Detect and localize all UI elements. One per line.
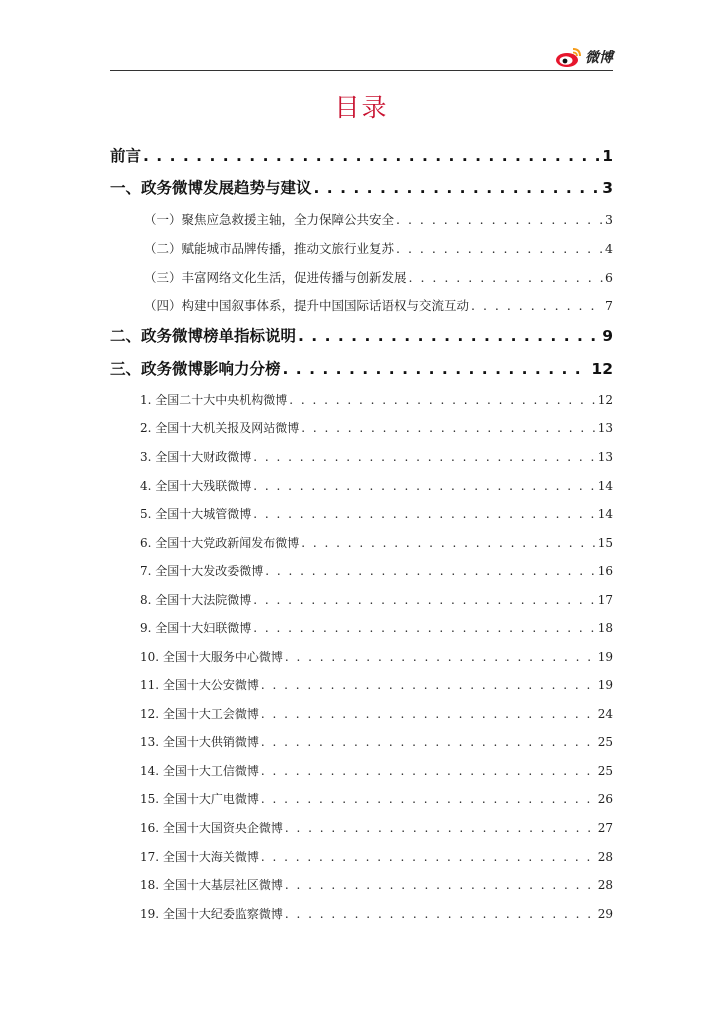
toc-entry-label: 12. 全国十大工会微博 (140, 707, 259, 721)
toc-entry-label: （二）赋能城市品牌传播，推动文旅行业复苏 (144, 241, 395, 256)
toc-leader-dots (253, 621, 595, 635)
toc-subsection-4[interactable] (110, 296, 613, 314)
toc-leader-dots (285, 878, 596, 892)
toc-entry-page: 14 (597, 507, 613, 521)
toc-entry-page: 15 (597, 536, 613, 550)
toc-leader-dots (253, 479, 595, 493)
toc-ranking-entry[interactable] (110, 705, 613, 722)
toc-leader-dots (301, 536, 595, 550)
toc-entry-page: 28 (597, 850, 613, 864)
toc-entry-page: 13 (597, 450, 613, 464)
toc-entry-page: 17 (597, 593, 613, 607)
toc-ranking-entry[interactable] (110, 876, 613, 893)
page-title: 目录 (334, 93, 389, 122)
toc-subsection-3[interactable] (110, 268, 613, 286)
toc-ranking-entry[interactable] (110, 591, 613, 608)
toc-leader-dots (409, 270, 604, 285)
toc-ranking-entry[interactable] (110, 477, 613, 494)
toc-entry-label: 2. 全国十大机关报及网站微博 (140, 421, 300, 435)
toc-section-3[interactable] (110, 357, 613, 379)
toc-ranking-entry[interactable] (110, 762, 613, 779)
toc-leader-dots (301, 421, 595, 435)
toc-entry-label: （四）构建中国叙事体系，提升中国国际话语权与交流互动 (144, 298, 470, 313)
toc-subsection-1[interactable] (110, 210, 613, 228)
toc-leader-dots (285, 907, 596, 921)
header-divider (110, 70, 613, 71)
toc-entry-label: 11. 全国十大公安微博 (140, 678, 259, 692)
toc-entry-label: 17. 全国十大海关微博 (140, 850, 259, 864)
toc-leader-dots (314, 179, 601, 197)
toc-entry-page: 3 (605, 212, 613, 227)
toc-entry-label: 1. 全国二十大中央机构微博 (140, 393, 288, 407)
toc-leader-dots (253, 507, 595, 521)
toc-ranking-entry[interactable] (110, 676, 613, 693)
toc-entry-page: 12 (597, 393, 613, 407)
logo-text: 微博 (585, 50, 613, 66)
toc-entry-page: 6 (605, 270, 613, 285)
toc-entry-page: 27 (597, 821, 613, 835)
toc-entry-page: 19 (597, 650, 613, 664)
toc-leader-dots (471, 298, 603, 313)
toc-entry-label: （一）聚焦应急救援主轴，全力保障公共安全 (144, 212, 395, 227)
toc-entry-page: 29 (597, 907, 613, 921)
weibo-eye-icon (555, 46, 583, 68)
toc-entry-label: 三、政务微博影响力分榜 (110, 360, 281, 378)
toc-leader-dots (298, 327, 600, 345)
toc-ranking-entry[interactable] (110, 905, 613, 922)
toc-entry-page: 16 (597, 564, 613, 578)
toc-entry-label: 6. 全国十大党政新闻发布微博 (140, 536, 300, 550)
toc-entry-label: 3. 全国十大财政微博 (140, 450, 252, 464)
toc-leader-dots (253, 593, 595, 607)
toc-leader-dots (285, 821, 596, 835)
toc-entry-page: 19 (597, 678, 613, 692)
toc-entry-label: 前言 (110, 147, 142, 165)
toc-leader-dots (261, 735, 596, 749)
toc-leader-dots (261, 850, 596, 864)
toc-entry-label: 13. 全国十大供销微博 (140, 735, 259, 749)
toc-ranking-entry[interactable] (110, 562, 613, 579)
toc-leader-dots (261, 764, 596, 778)
toc-leader-dots (261, 707, 596, 721)
toc-entry-label: 8. 全国十大法院微博 (140, 593, 252, 607)
toc-leader-dots (261, 678, 596, 692)
toc-leader-dots (261, 792, 596, 806)
toc-ranking-entry[interactable] (110, 819, 613, 836)
toc-entry-page: 18 (597, 621, 613, 635)
toc-entry-label: 19. 全国十大纪委监察微博 (140, 907, 283, 921)
toc-entry-page: 24 (597, 707, 613, 721)
toc-leader-dots (285, 650, 596, 664)
toc-entry-label: 18. 全国十大基层社区微博 (140, 878, 283, 892)
toc-entry-page: 25 (597, 735, 613, 749)
toc-entry-label: 4. 全国十大残联微博 (140, 479, 252, 493)
page-header (110, 40, 613, 72)
toc-ranking-entry[interactable] (110, 648, 613, 665)
toc-entry-page: 25 (597, 764, 613, 778)
toc-entry-page: 14 (597, 479, 613, 493)
toc-entry-page: 26 (597, 792, 613, 806)
toc-entry-label: 15. 全国十大广电微博 (140, 792, 259, 806)
toc-entry-page: 7 (605, 298, 613, 313)
toc-subsection-2[interactable] (110, 239, 613, 257)
toc-leader-dots (265, 564, 595, 578)
toc-ranking-entry[interactable] (110, 733, 613, 750)
toc-entry-label: 10. 全国十大服务中心微博 (140, 650, 283, 664)
toc-entry-page: 13 (597, 421, 613, 435)
toc-leader-dots (289, 393, 595, 407)
toc-ranking-entry[interactable] (110, 448, 613, 465)
toc-leader-dots (253, 450, 595, 464)
toc-ranking-entry[interactable] (110, 534, 613, 551)
toc-leader-dots (396, 241, 603, 256)
toc-section-preface[interactable] (110, 144, 613, 166)
toc-entry-label: 14. 全国十大工信微博 (140, 764, 259, 778)
weibo-logo (555, 46, 613, 68)
toc-ranking-entry[interactable] (110, 848, 613, 865)
toc-entry-label: 5. 全国十大城管微博 (140, 507, 252, 521)
toc-entry-label: 二、政务微博榜单指标说明 (110, 327, 297, 345)
toc-entry-page: 28 (597, 878, 613, 892)
toc-entry-page: 9 (602, 327, 613, 345)
toc-entry-page: 4 (605, 241, 613, 256)
toc-ranking-entry[interactable] (110, 391, 613, 408)
toc-entry-page: 12 (591, 360, 613, 378)
toc-ranking-entry[interactable] (110, 619, 613, 636)
toc-leader-dots (396, 212, 603, 227)
toc-entry-label: 16. 全国十大国资央企微博 (140, 821, 283, 835)
toc-ranking-entry[interactable] (110, 505, 613, 522)
toc-entry-label: 7. 全国十大发改委微博 (140, 564, 264, 578)
toc-leader-dots (143, 147, 600, 165)
toc-entry-label: 9. 全国十大妇联微博 (140, 621, 252, 635)
toc-section-2[interactable] (110, 324, 613, 346)
toc-ranking-entry[interactable] (110, 790, 613, 807)
toc-ranking-entry[interactable] (110, 419, 613, 436)
toc-entry-page: 3 (602, 179, 613, 197)
toc-entry-label: （三）丰富网络文化生活，促进传播与创新发展 (144, 270, 407, 285)
toc-leader-dots (283, 360, 590, 378)
toc-entry-page: 1 (602, 147, 613, 165)
toc-section-1[interactable] (110, 176, 613, 198)
toc-entry-label: 一、政务微博发展趋势与建议 (110, 179, 312, 197)
